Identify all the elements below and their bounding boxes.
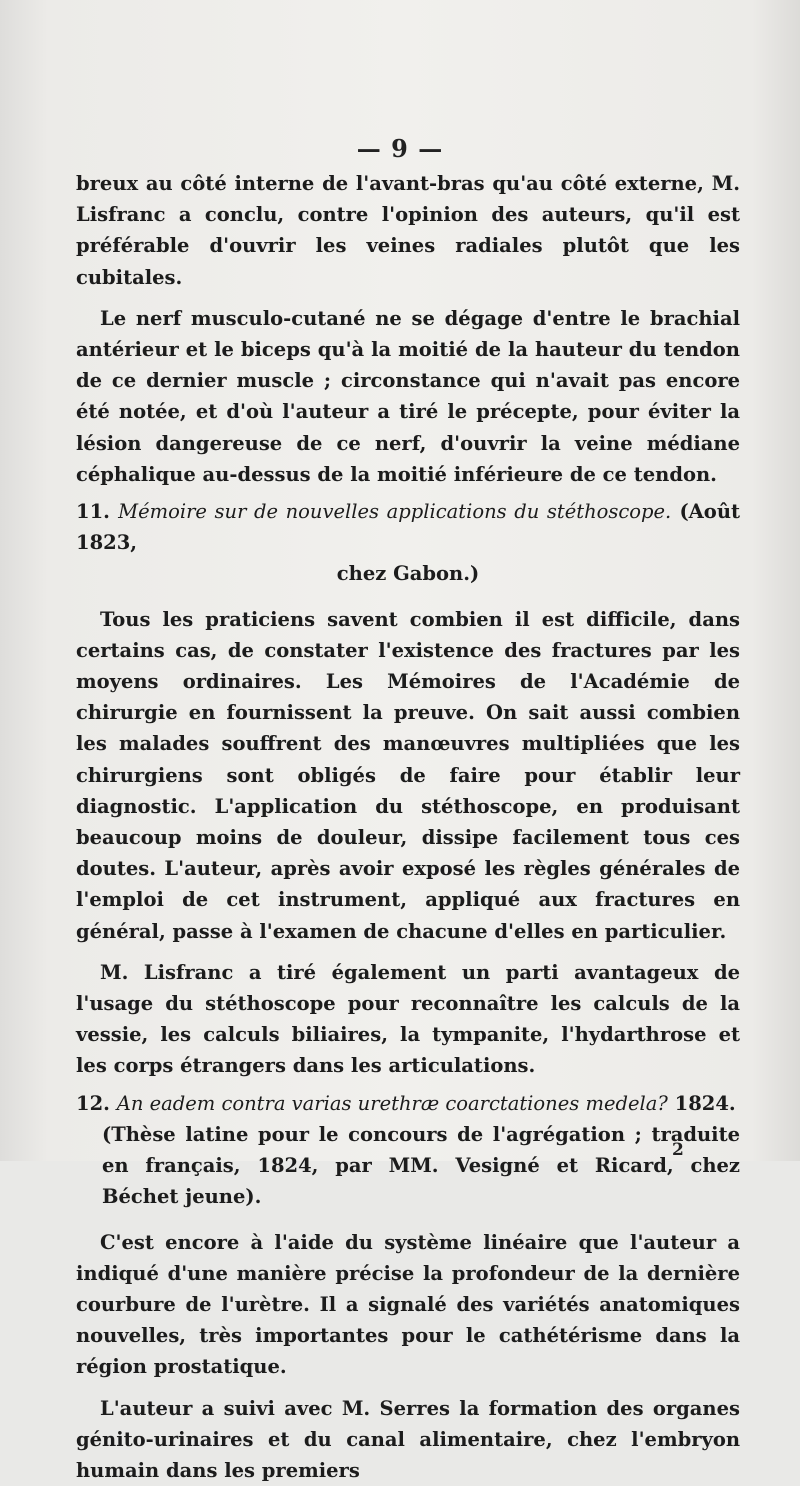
bibliography-entry-11 bbox=[76, 496, 740, 590]
paragraph-serres: L'auteur a suivi avec M. Serres la formation des organes génito-urinaires et du canal alimentaire, chez l'embryon humain dans les premiers bbox=[76, 1396, 740, 1482]
bibliography-entry-12 bbox=[76, 1088, 740, 1213]
paragraph-stethoscope: M. Lisfranc a tiré également un parti avantageux de l'usage du stéthoscope pour reconnaître les calculs de la vessie, les calculs biliaires, la tympanite, l'hydarthrose et les corps étrangers dans les articulations. bbox=[76, 960, 740, 1078]
entry-title: Mémoire sur de nouvelles applications du stéthoscope. bbox=[118, 500, 672, 524]
paragraph-continuation: breux au côté interne de l'avant-bras qu'au côté externe, M. Lisfranc a conclu, contre l'opinion des auteurs, qu'il est préférable d'ouvrir les veines radiales plutôt que les cubitales. bbox=[76, 172, 740, 289]
text-block bbox=[76, 168, 740, 1486]
entry-year: 1824. bbox=[674, 1091, 736, 1115]
paragraph-systeme-lineaire: C'est encore à l'aide du système linéaire que l'auteur a indiqué d'une manière précise la profondeur de la dernière courbure de l'urètre. Il a signalé des variétés anatomiques nouvelles, très importantes pour le cathétérisme dans la région prostatique. bbox=[76, 1230, 740, 1379]
entry-publisher: chez Gabon.) bbox=[336, 562, 480, 586]
entry-details: (Thèse latine pour le concours de l'agrégation ; traduite en français, 1824, par MM. Vesigné et Ricard, chez Béchet jeune). bbox=[102, 1122, 740, 1209]
entry-title: An eadem contra varias urethræ coarctationes medela? bbox=[116, 1091, 668, 1115]
entry-number: 11. bbox=[76, 500, 110, 524]
entry-date: (Août 1823, bbox=[76, 500, 741, 555]
signature-mark: 2 bbox=[672, 1140, 684, 1160]
entry-number: 12. bbox=[76, 1091, 110, 1115]
paragraph-nerf: Le nerf musculo-cutané ne se dégage d'entre le brachial antérieur et le biceps qu'à la moitié de la hauteur du tendon de ce dernier muscle ; circonstance qui n'avait pas encore été notée, et d'où l'auteur a tiré le précepte, pour éviter la lésion dangereuse de ce nerf, d'ouvrir la veine médiane céphalique au-dessus de la moitié inférieure de ce tendon. bbox=[76, 306, 740, 486]
paragraph-praticiens: Tous les praticiens savent combien il est difficile, dans certains cas, de constater l'existence des fractures par les moyens ordinaires. Les Mémoires de l'Académie de chirurgie en fournissent la preuve. On sait aussi combien les malades souffrent des manœuvres multipliées que les chirurgiens sont obligés de faire pour établir leur diagnostic. L'application du stéthoscope, en produisant beaucoup moins de douleur, dissipe facilement tous ces doutes. L'auteur, après avoir exposé les règles générales de l'emploi de cet instrument, appliqué aux fractures en général, passe à l'examen de chacune d'elles en particulier. bbox=[76, 607, 740, 943]
page-number: — 9 — bbox=[356, 134, 444, 163]
